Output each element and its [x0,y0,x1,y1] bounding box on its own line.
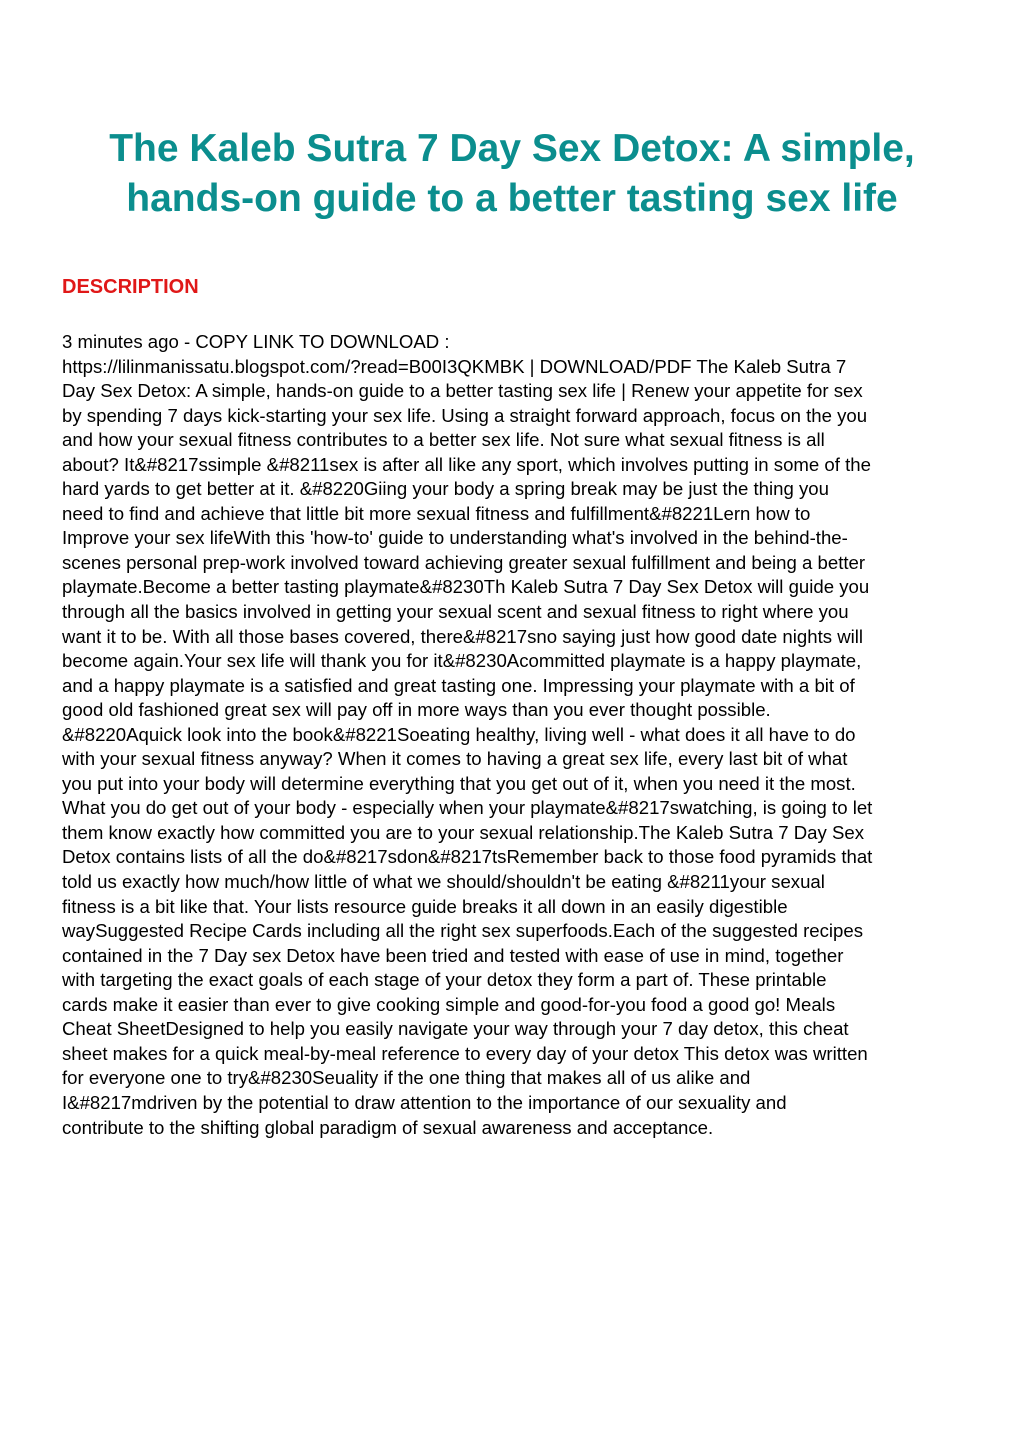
description-line: I&#8217mdriven by the potential to draw attention to the importance of our sexuality and [62,1091,787,1113]
description-line: What you do get out of your body - especially when your playmate&#8217swatching, is going to let [62,797,873,819]
description-line: and a happy playmate is a satisfied and great tasting one. Impressing your playmate with a bit of [62,674,855,696]
description-line: good old fashioned great sex will pay off in more ways than you ever thought possible. [62,699,771,721]
description-line: waySuggested Recipe Cards including all the right sex superfoods.Each of the suggested recipes [62,920,864,942]
description-line: them know exactly how committed you are to your sexual relationship.The Kaleb Sutra 7 Day Sex [62,821,864,843]
description-line: with your sexual fitness anyway? When it comes to having a great sex life, every last bit of what [62,748,848,770]
description-line: sheet makes for a quick meal-by-meal reference to every day of your detox This detox was written [62,1042,868,1064]
description-line: Detox contains lists of all the do&#8217sdon&#8217tsRemember back to those food pyramids that [62,846,873,868]
description-line: and how your sexual fitness contributes to a better sex life. Not sure what sexual fitness is all [62,429,825,451]
description-line: playmate.Become a better tasting playmate&#8230Th Kaleb Sutra 7 Day Sex Detox will guide you [62,576,870,598]
description-line: by spending 7 days kick-starting your sex life. Using a straight forward approach, focus on the you [62,404,868,426]
description-line: Cheat SheetDesigned to help you easily navigate your way through your 7 day detox, this cheat [62,1018,849,1040]
title-line: hands-on guide to a better tasting sex life [126,177,898,220]
description-line: Improve your sex lifeWith this 'how-to' guide to understanding what's involved in the behind-the- [62,527,848,549]
description-line: contained in the 7 Day sex Detox have been tried and tested with ease of use in mind, together [62,944,844,966]
description-line: scenes personal prep-work involved toward achieving greater sexual fulfillment and being a better [62,551,866,573]
description-line: through all the basics involved in getting your sexual scent and sexual fitness to right where you [62,601,849,623]
description-line: become again.Your sex life will thank you for it&#8230Acommitted playmate is a happy playmate, [62,650,862,672]
description-line: https://lilinmanissatu.blogspot.com/?read=B00I3QKMBK | DOWNLOAD/PDF The Kaleb Sutra 7 [62,355,847,377]
description-line: contribute to the shifting global paradigm of sexual awareness and acceptance. [62,1116,714,1138]
description-line: cards make it easier than ever to give cooking simple and good-for-you food a good go! Meals [62,993,836,1015]
description-line: Day Sex Detox: A simple, hands-on guide to a better tasting sex life | Renew your appetite for sex [62,380,863,402]
description-line: 3 minutes ago - COPY LINK TO DOWNLOAD : [62,331,450,352]
description-line: for everyone one to try&#8230Seuality if the one thing that makes all of us alike and [62,1067,751,1089]
description-line: told us exactly how much/how little of what we should/shouldn't be eating &#8211your sexual [62,871,825,893]
description-line: fitness is a bit like that. Your lists resource guide breaks it all down in an easily digestible [62,895,788,917]
description-paragraph [62,330,967,1140]
description-line: need to find and achieve that little bit more sexual fitness and fulfillment&#8221Lern how to [62,502,811,524]
description-line: want it to be. With all those bases covered, there&#8217sno saying just how good date nights will [62,625,864,647]
description-line: about? It&#8217ssimple &#8211sex is after all like any sport, which involves putting in some of the [62,453,871,475]
description-line: hard yards to get better at it. &#8220Giing your body a spring break may be just the thing you [62,478,829,500]
page-title [40,124,984,224]
section-heading-description: DESCRIPTION [62,276,199,298]
description-line: &#8220Aquick look into the book&#8221Soeating healthy, living well - what does it all have to do [62,723,856,745]
title-line: The Kaleb Sutra 7 Day Sex Detox: A simple, [109,127,915,170]
description-line: you put into your body will determine everything that you get out of it, when you need it the most. [62,772,856,794]
description-line: with targeting the exact goals of each stage of your detox they form a part of. These printable [62,969,827,991]
